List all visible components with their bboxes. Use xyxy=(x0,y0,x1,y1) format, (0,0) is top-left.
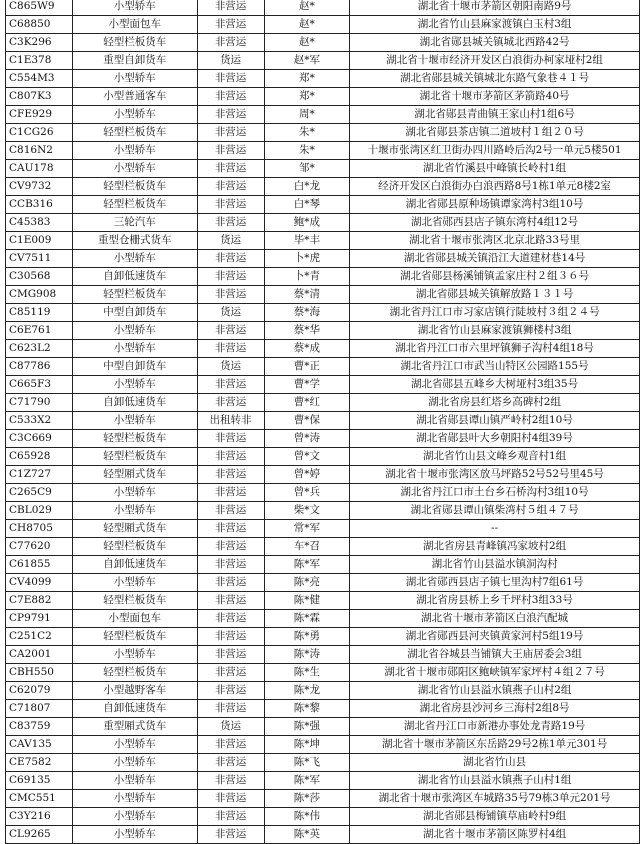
vehicle-type-cell: 重型厢式货车 xyxy=(72,718,197,736)
address-cell: 湖北省十堰市茅箭区白浪汽配城 xyxy=(350,610,640,628)
owner-cell: 朱* xyxy=(264,142,350,160)
vehicle-type-cell: 小型轿车 xyxy=(72,754,197,772)
table-row xyxy=(6,178,640,196)
address-cell: 湖北省郧西县河夹镇黄家河村5组19号 xyxy=(350,628,640,646)
usage-cell: 非营运 xyxy=(197,664,264,682)
usage-cell: 非营运 xyxy=(197,160,264,178)
usage-cell: 非营运 xyxy=(197,214,264,232)
table-row xyxy=(6,322,640,340)
vehicle-type-cell: 轻型栏板货车 xyxy=(72,664,197,682)
vehicle-type-cell: 自卸低速货车 xyxy=(72,394,197,412)
vehicle-type-cell: 小型轿车 xyxy=(72,0,197,16)
vehicle-type-cell: 小型轿车 xyxy=(72,322,197,340)
address-cell: 湖北省郧县原种场镇谭家湾村3组10号 xyxy=(350,196,640,214)
address-cell: 湖北省郧县杨溪铺镇孟家庄村２组３６号 xyxy=(350,268,640,286)
address-cell: 湖北省郧县梅铺镇草庙岭村9组 xyxy=(350,808,640,826)
owner-cell: 陈*健 xyxy=(264,592,350,610)
address-cell: 湖北省郧西县店子镇东湾村4组12号 xyxy=(350,214,640,232)
vehicle-type-cell: 小型轿车 xyxy=(72,646,197,664)
vehicle-type-cell: 轻型栏板货车 xyxy=(72,196,197,214)
plate-cell: C61855 xyxy=(6,556,73,574)
usage-cell: 非营运 xyxy=(197,754,264,772)
vehicle-type-cell: 小型轿车 xyxy=(72,412,197,430)
address-cell: 湖北省房县沙河乡三海村2组8号 xyxy=(350,700,640,718)
plate-cell: C1Z727 xyxy=(6,466,73,484)
address-cell: 湖北省丹江口市习家店镇行陡坡村３组２４号 xyxy=(350,304,640,322)
plate-cell: CBH550 xyxy=(6,664,73,682)
table-row xyxy=(6,394,640,412)
usage-cell: 货运 xyxy=(197,358,264,376)
plate-cell: CMC551 xyxy=(6,790,73,808)
owner-cell: 郑* xyxy=(264,70,350,88)
address-cell: 湖北省郧县城关镇城北东路气象巷４１号 xyxy=(350,70,640,88)
table-row xyxy=(6,106,640,124)
plate-cell: C77620 xyxy=(6,538,73,556)
vehicle-table-body xyxy=(6,0,640,844)
owner-cell: 蔡*华 xyxy=(264,322,350,340)
usage-cell: 非营运 xyxy=(197,484,264,502)
table-row xyxy=(6,808,640,826)
address-cell: 湖北省十堰市张湾区北京北路33号里 xyxy=(350,232,640,250)
usage-cell: 非营运 xyxy=(197,286,264,304)
usage-cell: 非营运 xyxy=(197,790,264,808)
address-cell: 湖北省竹山县文峰乡观音村1组 xyxy=(350,448,640,466)
plate-cell: CL9265 xyxy=(6,826,73,844)
plate-cell: CV4099 xyxy=(6,574,73,592)
plate-cell: C665F3 xyxy=(6,376,73,394)
plate-cell: C30568 xyxy=(6,268,73,286)
owner-cell: 陈*军 xyxy=(264,556,350,574)
owner-cell: 柴*文 xyxy=(264,502,350,520)
vehicle-type-cell: 小型越野客车 xyxy=(72,682,197,700)
usage-cell: 非营运 xyxy=(197,250,264,268)
plate-cell: CBL029 xyxy=(6,502,73,520)
owner-cell: 蔡*清 xyxy=(264,286,350,304)
plate-cell: C71790 xyxy=(6,394,73,412)
table-row xyxy=(6,88,640,106)
owner-cell: 赵* xyxy=(264,34,350,52)
vehicle-type-cell: 轻型栏板货车 xyxy=(72,286,197,304)
owner-cell: 陈*涛 xyxy=(264,646,350,664)
address-cell: 湖北省竹山县溢水镇洞沟村 xyxy=(350,556,640,574)
vehicle-type-cell: 小型面包车 xyxy=(72,610,197,628)
plate-cell: CMG908 xyxy=(6,286,73,304)
address-cell: 湖北省十堰市茅箭区茅箭路40号 xyxy=(350,88,640,106)
vehicle-type-cell: 轻型栏板货车 xyxy=(72,124,197,142)
table-row xyxy=(6,448,640,466)
usage-cell: 非营运 xyxy=(197,430,264,448)
table-row xyxy=(6,682,640,700)
usage-cell: 非营运 xyxy=(197,0,264,16)
vehicle-type-cell: 自卸低速货车 xyxy=(72,700,197,718)
usage-cell: 非营运 xyxy=(197,592,264,610)
table-row xyxy=(6,214,640,232)
vehicle-type-cell: 小型轿车 xyxy=(72,790,197,808)
table-row xyxy=(6,196,640,214)
plate-cell: C533X2 xyxy=(6,412,73,430)
usage-cell: 货运 xyxy=(197,304,264,322)
table-row xyxy=(6,466,640,484)
usage-cell: 非营运 xyxy=(197,682,264,700)
owner-cell: 曹*正 xyxy=(264,358,350,376)
usage-cell: 非营运 xyxy=(197,808,264,826)
owner-cell: 陈*生 xyxy=(264,664,350,682)
plate-cell: C62079 xyxy=(6,682,73,700)
table-row xyxy=(6,52,640,70)
address-cell: 湖北省郧县谭山镇严岭村2组10号 xyxy=(350,412,640,430)
owner-cell: 朱* xyxy=(264,124,350,142)
address-cell: 湖北省谷城县当铺镇大王庙居委会3组 xyxy=(350,646,640,664)
address-cell: 湖北省郧县茶店镇二道坡村１组２０号 xyxy=(350,124,640,142)
vehicle-type-cell: 小型轿车 xyxy=(72,826,197,844)
usage-cell: 非营运 xyxy=(197,196,264,214)
vehicle-type-cell: 中型自卸货车 xyxy=(72,304,197,322)
vehicle-type-cell: 小型轿车 xyxy=(72,484,197,502)
vehicle-type-cell: 小型轿车 xyxy=(72,736,197,754)
table-row xyxy=(6,340,640,358)
table-row xyxy=(6,574,640,592)
vehicle-type-cell: 轻型厢式货车 xyxy=(72,466,197,484)
vehicle-type-cell: 小型轿车 xyxy=(72,772,197,790)
address-cell: 湖北省竹山县溢水镇燕子山村2组 xyxy=(350,682,640,700)
address-cell: 湖北省竹溪县中峰镇长岭村1组 xyxy=(350,160,640,178)
address-cell: 湖北省郧县五峰乡大树垭村3组35号 xyxy=(350,376,640,394)
vehicle-type-cell: 轻型栏板货车 xyxy=(72,430,197,448)
table-row xyxy=(6,358,640,376)
address-cell: 湖北省郧县城关镇解放路１３１号 xyxy=(350,286,640,304)
table-row xyxy=(6,790,640,808)
usage-cell: 货运 xyxy=(197,718,264,736)
address-cell: 湖北省郧县叶大乡朝阳村4组39号 xyxy=(350,430,640,448)
table-row xyxy=(6,772,640,790)
usage-cell: 非营运 xyxy=(197,322,264,340)
address-cell: 湖北省房县桥上乡千坪村3组33号 xyxy=(350,592,640,610)
owner-cell: 车*召 xyxy=(264,538,350,556)
usage-cell: 非营运 xyxy=(197,142,264,160)
usage-cell: 非营运 xyxy=(197,574,264,592)
owner-cell: 曾*婷 xyxy=(264,466,350,484)
table-row xyxy=(6,610,640,628)
vehicle-table-container xyxy=(5,0,640,844)
plate-cell: C807K3 xyxy=(6,88,73,106)
plate-cell: C554M3 xyxy=(6,70,73,88)
owner-cell: 曹*红 xyxy=(264,394,350,412)
owner-cell: 曾*涛 xyxy=(264,430,350,448)
plate-cell: C816N2 xyxy=(6,142,73,160)
owner-cell: 赵*军 xyxy=(264,52,350,70)
table-row xyxy=(6,520,640,538)
plate-cell: C3Y216 xyxy=(6,808,73,826)
usage-cell: 非营运 xyxy=(197,124,264,142)
table-row xyxy=(6,268,640,286)
address-cell: 湖北省十堰市张湾区放马坪路52号52号里45号 xyxy=(350,466,640,484)
vehicle-type-cell: 自卸低速货车 xyxy=(72,268,197,286)
table-row xyxy=(6,34,640,52)
vehicle-type-cell: 小型轿车 xyxy=(72,808,197,826)
plate-cell: C6E761 xyxy=(6,322,73,340)
owner-cell: 曹*学 xyxy=(264,376,350,394)
plate-cell: C7E882 xyxy=(6,592,73,610)
owner-cell: 毕*丰 xyxy=(264,232,350,250)
table-row xyxy=(6,286,640,304)
owner-cell: 鲍*成 xyxy=(264,214,350,232)
owner-cell: 曾*兵 xyxy=(264,484,350,502)
owner-cell: 卜*青 xyxy=(264,268,350,286)
usage-cell: 非营运 xyxy=(197,106,264,124)
plate-cell: C1E009 xyxy=(6,232,73,250)
usage-cell: 非营运 xyxy=(197,34,264,52)
owner-cell: 曹*保 xyxy=(264,412,350,430)
owner-cell: 蔡*海 xyxy=(264,304,350,322)
usage-cell: 非营运 xyxy=(197,538,264,556)
address-cell: 湖北省丹江口市新港办事处龙青路19号 xyxy=(350,718,640,736)
plate-cell: C251C2 xyxy=(6,628,73,646)
table-row xyxy=(6,16,640,34)
address-cell: 湖北省竹山县麻家渡镇狮楼村3组 xyxy=(350,322,640,340)
plate-cell: C65928 xyxy=(6,448,73,466)
table-row xyxy=(6,628,640,646)
plate-cell: CH8705 xyxy=(6,520,73,538)
vehicle-type-cell: 小型轿车 xyxy=(72,340,197,358)
usage-cell: 非营运 xyxy=(197,610,264,628)
vehicle-type-cell: 中型自卸货车 xyxy=(72,358,197,376)
vehicle-type-cell: 小型轿车 xyxy=(72,142,197,160)
plate-cell: CAU178 xyxy=(6,160,73,178)
table-row xyxy=(6,592,640,610)
usage-cell: 货运 xyxy=(197,52,264,70)
plate-cell: C265C9 xyxy=(6,484,73,502)
vehicle-type-cell: 轻型栏板货车 xyxy=(72,628,197,646)
plate-cell: CV7511 xyxy=(6,250,73,268)
table-row xyxy=(6,70,640,88)
owner-cell: 陈*勇 xyxy=(264,628,350,646)
address-cell: 湖北省竹山县溢水镇燕子山村1组 xyxy=(350,772,640,790)
vehicle-type-cell: 小型轿车 xyxy=(72,376,197,394)
address-cell: 湖北省十堰市茅箭区陈罗村4组 xyxy=(350,826,640,844)
plate-cell: C69135 xyxy=(6,772,73,790)
usage-cell: 非营运 xyxy=(197,520,264,538)
owner-cell: 陈*伟 xyxy=(264,808,350,826)
table-row xyxy=(6,826,640,844)
vehicle-table xyxy=(5,0,640,844)
table-row xyxy=(6,484,640,502)
address-cell: 湖北省郧县谭山镇柴湾村５组４７号 xyxy=(350,502,640,520)
address-cell: 湖北省十堰市张湾区车城路35号79栋3单元201号 xyxy=(350,790,640,808)
vehicle-type-cell: 三轮汽车 xyxy=(72,214,197,232)
table-row xyxy=(6,232,640,250)
owner-cell: 陈*军 xyxy=(264,772,350,790)
usage-cell: 非营运 xyxy=(197,178,264,196)
vehicle-type-cell: 轻型栏板货车 xyxy=(72,178,197,196)
plate-cell: CFE929 xyxy=(6,106,73,124)
usage-cell: 非营运 xyxy=(197,646,264,664)
vehicle-type-cell: 小型轿车 xyxy=(72,160,197,178)
vehicle-type-cell: 小型轿车 xyxy=(72,574,197,592)
vehicle-type-cell: 小型轿车 xyxy=(72,106,197,124)
address-cell: 湖北省丹江口市土台乡石桥沟村3组10号 xyxy=(350,484,640,502)
vehicle-type-cell: 轻型栏板货车 xyxy=(72,34,197,52)
usage-cell: 非营运 xyxy=(197,16,264,34)
owner-cell: 蔡*成 xyxy=(264,340,350,358)
vehicle-type-cell: 自卸低速货车 xyxy=(72,556,197,574)
table-row xyxy=(6,304,640,322)
owner-cell: 周* xyxy=(264,106,350,124)
owner-cell: 白*龙 xyxy=(264,178,350,196)
usage-cell: 非营运 xyxy=(197,826,264,844)
table-row xyxy=(6,376,640,394)
owner-cell: 陈*霖 xyxy=(264,610,350,628)
plate-cell: CE7582 xyxy=(6,754,73,772)
owner-cell: 曾*文 xyxy=(264,448,350,466)
table-row xyxy=(6,718,640,736)
table-row xyxy=(6,538,640,556)
usage-cell: 非营运 xyxy=(197,394,264,412)
owner-cell: 陈*黎 xyxy=(264,700,350,718)
usage-cell: 非营运 xyxy=(197,376,264,394)
address-cell: 湖北省十堰市郧阳区鲍峡镇军家坪村４组２７号 xyxy=(350,664,640,682)
plate-cell: C83759 xyxy=(6,718,73,736)
address-cell: 湖北省十堰市经济开发区白浪街办柯家垭村2组 xyxy=(350,52,640,70)
plate-cell: C3C669 xyxy=(6,430,73,448)
owner-cell: 陈*飞 xyxy=(264,754,350,772)
address-cell: 湖北省十堰市茅箭区朝阳南路9号 xyxy=(350,0,640,16)
table-row xyxy=(6,430,640,448)
plate-cell: CP9791 xyxy=(6,610,73,628)
owner-cell: 卜*虎 xyxy=(264,250,350,268)
table-row xyxy=(6,160,640,178)
owner-cell: 陈*英 xyxy=(264,826,350,844)
usage-cell: 非营运 xyxy=(197,502,264,520)
table-row xyxy=(6,412,640,430)
vehicle-type-cell: 小型面包车 xyxy=(72,16,197,34)
table-row xyxy=(6,700,640,718)
usage-cell: 非营运 xyxy=(197,556,264,574)
owner-cell: 陈*龙 xyxy=(264,682,350,700)
usage-cell: 非营运 xyxy=(197,340,264,358)
owner-cell: 邹* xyxy=(264,160,350,178)
vehicle-type-cell: 轻型栏板货车 xyxy=(72,538,197,556)
plate-cell: C87786 xyxy=(6,358,73,376)
address-cell: 湖北省郧县青曲镇王家山村1组6号 xyxy=(350,106,640,124)
vehicle-type-cell: 小型轿车 xyxy=(72,70,197,88)
usage-cell: 非营运 xyxy=(197,700,264,718)
owner-cell: 陈*莎 xyxy=(264,790,350,808)
plate-cell: CAV135 xyxy=(6,736,73,754)
usage-cell: 非营运 xyxy=(197,448,264,466)
address-cell: 湖北省竹山县麻家渡镇白玉村3组 xyxy=(350,16,640,34)
usage-cell: 非营运 xyxy=(197,88,264,106)
table-row xyxy=(6,142,640,160)
table-row xyxy=(6,664,640,682)
owner-cell: 陈*坤 xyxy=(264,736,350,754)
plate-cell: C623L2 xyxy=(6,340,73,358)
plate-cell: CV9732 xyxy=(6,178,73,196)
plate-cell: CA2001 xyxy=(6,646,73,664)
usage-cell: 非营运 xyxy=(197,268,264,286)
plate-cell: C68850 xyxy=(6,16,73,34)
address-cell: 湖北省竹山县 xyxy=(350,754,640,772)
plate-cell: C71807 xyxy=(6,700,73,718)
owner-cell: 郑* xyxy=(264,88,350,106)
plate-cell: C45383 xyxy=(6,214,73,232)
address-cell: 湖北省房县青峰镇冯家坡村2组 xyxy=(350,538,640,556)
table-row xyxy=(6,124,640,142)
owner-cell: 陈*亮 xyxy=(264,574,350,592)
plate-cell: CCB316 xyxy=(6,196,73,214)
plate-cell: C1CG26 xyxy=(6,124,73,142)
vehicle-type-cell: 小型轿车 xyxy=(72,250,197,268)
vehicle-type-cell: 轻型栏板货车 xyxy=(72,592,197,610)
address-cell: -- xyxy=(350,520,640,538)
address-cell: 十堰市张湾区红卫街办四川路岭后沟2号一单元5楼501 xyxy=(350,142,640,160)
table-row xyxy=(6,754,640,772)
address-cell: 经济开发区白浪街办白浪西路8号1栋1单元8楼2室 xyxy=(350,178,640,196)
table-row xyxy=(6,556,640,574)
plate-cell: C85119 xyxy=(6,304,73,322)
owner-cell: 白*琴 xyxy=(264,196,350,214)
vehicle-type-cell: 小型普通客车 xyxy=(72,88,197,106)
address-cell: 湖北省丹江口市武当山特区公园路155号 xyxy=(350,358,640,376)
usage-cell: 出租转非 xyxy=(197,412,264,430)
table-row xyxy=(6,646,640,664)
usage-cell: 货运 xyxy=(197,232,264,250)
plate-cell: C865W9 xyxy=(6,0,73,16)
owner-cell: 常*军 xyxy=(264,520,350,538)
plate-cell: C1E378 xyxy=(6,52,73,70)
usage-cell: 非营运 xyxy=(197,736,264,754)
table-row xyxy=(6,736,640,754)
plate-cell: C3K296 xyxy=(6,34,73,52)
owner-cell: 赵* xyxy=(264,0,350,16)
address-cell: 湖北省十堰市茅箭区东岳路29号2栋1单元301号 xyxy=(350,736,640,754)
address-cell: 湖北省丹江口市六里坪镇狮子沟村4组18号 xyxy=(350,340,640,358)
vehicle-type-cell: 重型自卸货车 xyxy=(72,52,197,70)
usage-cell: 非营运 xyxy=(197,772,264,790)
owner-cell: 陈*强 xyxy=(264,718,350,736)
vehicle-type-cell: 轻型厢式货车 xyxy=(72,520,197,538)
address-cell: 湖北省房县红塔乡高碑村2组 xyxy=(350,394,640,412)
address-cell: 湖北省郧县城关镇城北西路42号 xyxy=(350,34,640,52)
vehicle-type-cell: 轻型栏板货车 xyxy=(72,448,197,466)
address-cell: 湖北省郧西县店子镇七里沟村7组61号 xyxy=(350,574,640,592)
usage-cell: 非营运 xyxy=(197,70,264,88)
vehicle-type-cell: 重型仓栅式货车 xyxy=(72,232,197,250)
owner-cell: 赵* xyxy=(264,16,350,34)
address-cell: 湖北省郧县城关镇沿江大道建材巷14号 xyxy=(350,250,640,268)
usage-cell: 非营运 xyxy=(197,628,264,646)
usage-cell: 非营运 xyxy=(197,466,264,484)
table-row xyxy=(6,0,640,16)
table-row xyxy=(6,250,640,268)
vehicle-type-cell: 小型轿车 xyxy=(72,502,197,520)
table-row xyxy=(6,502,640,520)
